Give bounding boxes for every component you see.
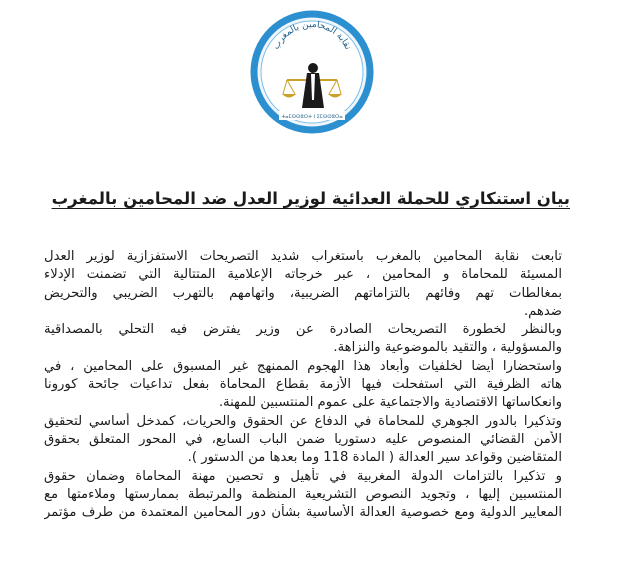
body-line: المعايير الدولية ومع خصوصية العدالة الأساسية بشأن دور المحامين المعتمدة من طرف مؤتمر — [44, 505, 562, 521]
body-line: وتذكيرا بالدور الجوهري للمحاماة في الدفاع عن الحقوق والحريات، كمدخل أساسي لتحقيق — [44, 413, 562, 429]
statement-body — [44, 248, 562, 522]
body-line: والمسؤولية ، والتقيد بالموضوعية والنزاهة. — [333, 340, 562, 356]
body-line: الأمن القضائي المنصوص عليه دستوريا ضمن الباب السابع، في المحور المتعلق بحقوق — [44, 431, 562, 447]
body-line: بمغالطات تهم وفائهم بالتزاماتهم الضريبية، واتهامهم بالتهرب الضريبي والتحريض — [44, 285, 562, 301]
statement-title: بيان استنكاري للحملة العدائية لوزير العدل ضد المحامين بالمغرب — [51, 189, 570, 208]
body-line: هاته الظرفية التي استفحلت فيها الأزمة بقطاع المحاماة بفعل تداعيات جائحة كورونا — [44, 377, 562, 393]
logo-arc-text: نقابة المحامين بالمغرب — [271, 19, 353, 52]
body-line: وبالنظر لخطورة التصريحات الصادرة عن وزير يفترض فيه التحلي بالمصداقية — [44, 322, 562, 338]
body-line: تابعت نقابة المحامين بالمغرب باستغراب شديد التصريحات الاستفزازية لوزير العدل — [44, 249, 562, 264]
bar-association-logo — [249, 10, 375, 142]
body-line: واستحضارا أيضا لخلفيات وأبعاد هذا الهجوم الممنهج غير المسبوق على المحامين ، في — [44, 358, 562, 374]
body-line: المسيئة للمحاماة و المحامين ، عبر خرجاته الإعلامية المتتالية التي تضمنت الإدلاء — [44, 267, 562, 283]
body-line: المنتسبين إليها ، وتجويد النصوص التشريعية المنظمة والمرتبطة بممارستها وملاءمتها مع — [44, 486, 562, 502]
body-line: وانعكاساتها الاقتصادية والاجتماعية على عموم المنتسبين للمهنة. — [218, 395, 562, 411]
body-line: ضدهم. — [523, 303, 562, 319]
logo-band-text: ⵜⴰⵎⵙⵙⵓⵔⵜ ⵏ ⵉⵎⵙⵙⵓⵔⴰ — [281, 114, 343, 120]
body-line: المتقاضين وقواعد سير العدالة ( المادة 118 وما بعدها من الدستور ). — [187, 450, 562, 466]
body-line: و تذكيرا بالتزامات الدولة المغربية في تأهيل و تحصين مهنة المحاماة وضمان حقوق — [44, 468, 562, 484]
logo-emblem — [249, 10, 375, 142]
